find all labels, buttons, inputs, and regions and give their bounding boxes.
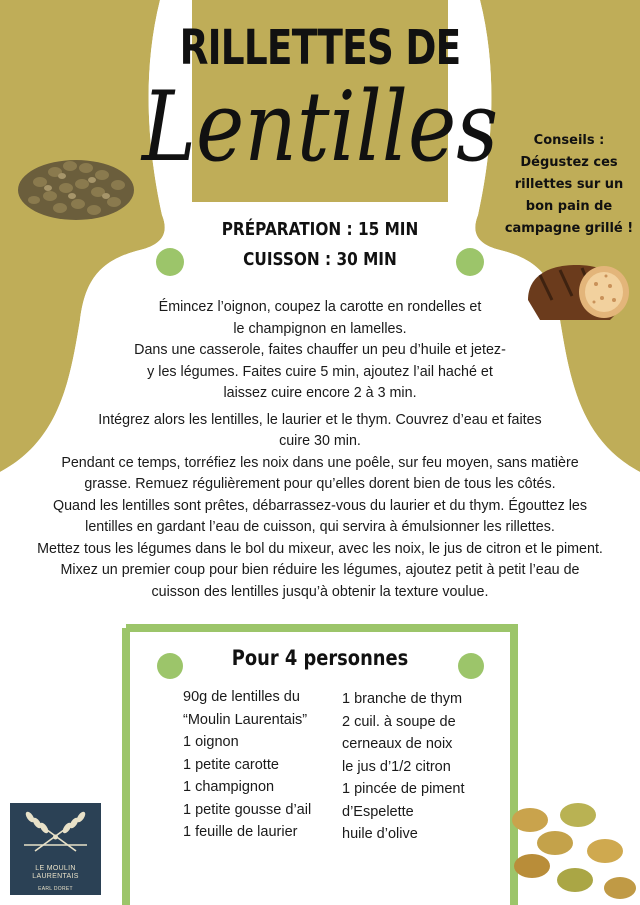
brand-name-line1: LE MOULIN bbox=[35, 865, 76, 872]
step-line: laissez cuire encore 2 à 3 min. bbox=[223, 385, 417, 401]
tip-line: bon pain de bbox=[525, 199, 613, 214]
ingredient-item: le jus d’1/2 citron bbox=[342, 758, 451, 775]
steps-block bbox=[6, 297, 634, 603]
brand-subline: EARL DORET bbox=[38, 886, 73, 892]
ingredient-item: 1 pincée de piment bbox=[342, 781, 465, 797]
ingredient-item: 1 petite gousse d’ail bbox=[183, 801, 312, 818]
step-line: y les légumes. Faites cuire 5 min, ajoutez l’ail haché et bbox=[147, 363, 493, 380]
green-dot-frame-left bbox=[157, 653, 183, 679]
ingredient-item: 1 petite carotte bbox=[183, 756, 279, 773]
step-3 bbox=[6, 410, 634, 453]
tip-line: campagne grillé ! bbox=[504, 221, 634, 236]
ingredient-item: 1 oignon bbox=[183, 734, 239, 750]
step-line: Quand les lentilles sont prêtes, débarrassez-vous du laurier et du thym. Égouttez les bbox=[52, 497, 588, 514]
step-line: cuisson des lentilles jusqu’à obtenir la texture voulue. bbox=[151, 583, 489, 600]
ingredient-item: 1 champignon bbox=[183, 779, 275, 795]
brand-name-line2: LAURENTAIS bbox=[32, 873, 79, 880]
tip-box bbox=[498, 130, 640, 240]
step-line: Dans une casserole, faites chauffer un peu d’huile et jetez- bbox=[134, 342, 506, 358]
step-line: Émincez l’oignon, coupez la carotte en rondelles et bbox=[158, 299, 482, 315]
tip-line: Dégustez ces bbox=[520, 155, 618, 170]
servings-title: Pour 4 personnes bbox=[231, 646, 409, 670]
green-dot-frame-right bbox=[458, 653, 484, 679]
title-line1: RILLETTES DE bbox=[179, 20, 461, 76]
brand-logo bbox=[10, 803, 101, 895]
step-5 bbox=[6, 496, 634, 539]
step-line: Mettez tous les légumes dans le bol du mixeur, avec les noix, le jus de citron et le piment. bbox=[37, 540, 603, 557]
step-line: Pendant ce temps, torréfiez les noix dans une poêle, sur feu moyen, sans matière bbox=[61, 454, 579, 471]
ingredient-item: 1 branche de thym bbox=[342, 691, 463, 707]
step-line: Intégrez alors les lentilles, le laurier et le thym. Couvrez d’eau et faites bbox=[98, 411, 542, 428]
preparation-time: PRÉPARATION : 15 MIN bbox=[221, 219, 419, 240]
step-2 bbox=[6, 340, 634, 405]
ingredient-item: huile d’olive bbox=[342, 826, 418, 842]
cooking-time: CUISSON : 30 MIN bbox=[243, 249, 397, 270]
step-line: lentilles en gardant l’eau de cuisson, qui servira à émulsionner les rillettes. bbox=[85, 519, 555, 535]
ingredient-item: “Moulin Laurentais” bbox=[183, 711, 308, 728]
ingredient-item: 1 feuille de laurier bbox=[183, 824, 298, 840]
step-line: Mixez un premier coup pour bien réduire les légumes, ajoutez petit à petit l’eau de bbox=[60, 562, 580, 578]
wheat-icon bbox=[10, 803, 101, 863]
tip-heading: Conseils : bbox=[533, 133, 605, 148]
step-line: cuire 30 min. bbox=[279, 433, 361, 449]
title-line2: Lentilles bbox=[141, 71, 499, 183]
ingredient-item: cerneaux de noix bbox=[342, 736, 453, 752]
step-line: le champignon en lamelles. bbox=[233, 320, 407, 337]
ingredient-item: 90g de lentilles du bbox=[183, 689, 300, 705]
ingredients-right bbox=[342, 688, 465, 846]
step-7 bbox=[6, 560, 634, 603]
tip-line: rillettes sur un bbox=[514, 177, 624, 192]
step-6 bbox=[6, 539, 634, 561]
step-line: grasse. Remuez régulièrement pour qu’elles dorent bien de tous les côtés. bbox=[84, 476, 556, 492]
ingredient-item: 2 cuil. à soupe de bbox=[342, 713, 456, 730]
ingredients-left bbox=[183, 686, 311, 844]
step-1 bbox=[6, 297, 634, 340]
step-4 bbox=[6, 453, 634, 496]
ingredient-item: d’Espelette bbox=[342, 803, 414, 820]
